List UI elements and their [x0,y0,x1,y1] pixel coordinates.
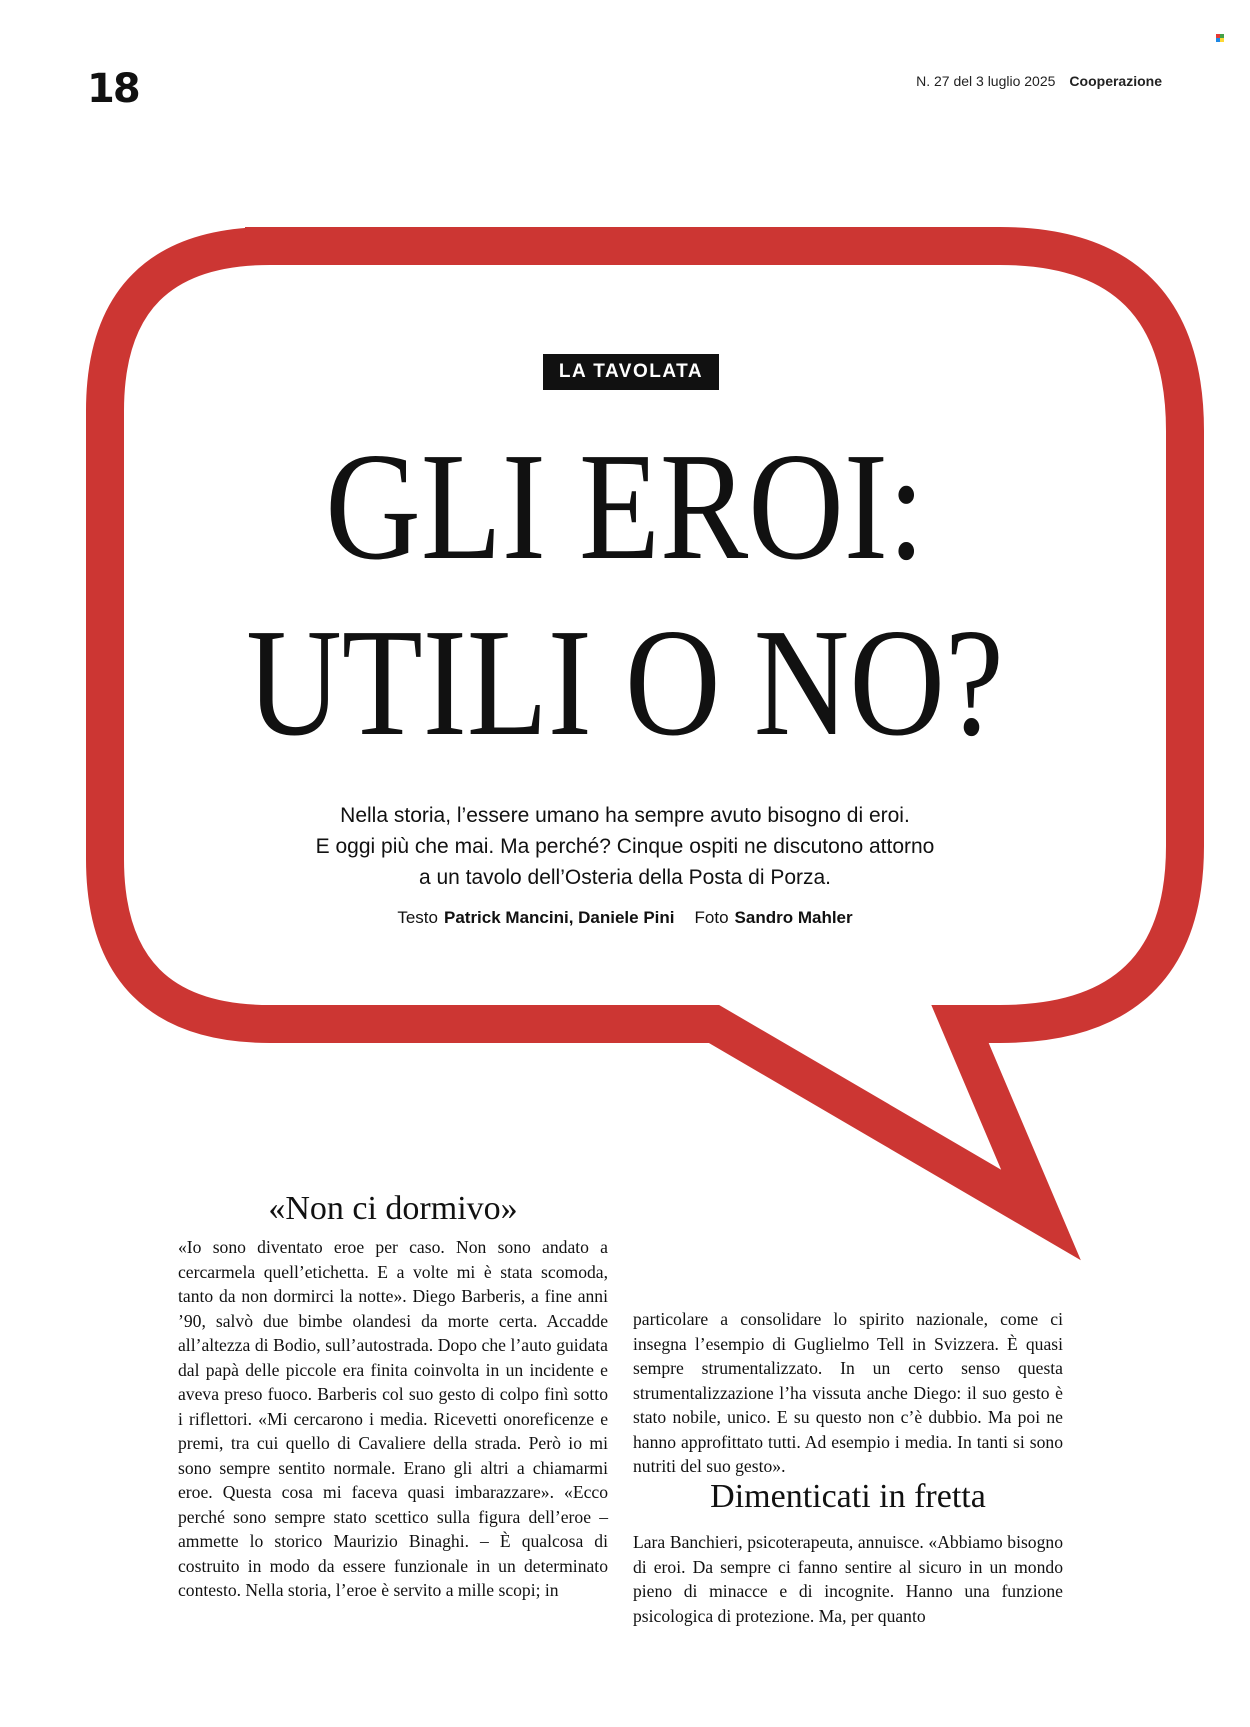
article-column-right [633,1307,1063,1479]
photo-author: Sandro Mahler [734,908,853,927]
text-authors: Patrick Mancini, Daniele Pini [443,908,675,927]
article-paragraph: particolare a consolidare lo spirito nazionale, come ci insegna l’esempio di Guglielmo Tell in Svizzera. È quasi sempre strumentalizzato. In un certo senso questa strumentalizzazione l’ha vissuta anche Diego: il suo gesto è stato nobile, unico. E su questo non c’è dubbio. Ma poi ne hanno approfittato tutti. Ad esempio i media. In tanti si sono nutriti del suo gesto». [633,1309,1063,1476]
photo-credit-label: Foto [694,908,729,927]
standfirst-line: E oggi più che mai. Ma perché? Cinque ospiti ne discutono attorno [315,835,935,858]
article-paragraph: «Io sono diventato eroe per caso. Non sono andato a cercarmela quell’etichetta. E a volte mi è stata scomoda, tanto da non dormirci la notte». Diego Barberis, a fine anni ’90, salvò due bimbe olandesi da morte certa. Accadde all’altezza di Bodio, sull’autostrada. Dopo che l’auto guidata dal papà delle piccole era finita coinvolta in un incidente e aveva preso fuoco. Barberis col suo gesto di colpo finì sotto i riflettori. «Mi cercarono i media. Ricevetti onoreficenze e premi, tra cui quello di Cavaliere della strada. Però io mi sono sempre sentito normale. Erano gli altri a chiamarmi eroe. Questa cosa mi faceva quasi imbarazzare». «Ecco perché sono sempre stato scettico sulla figura dell’eroe – ammette lo storico Maurizio Binaghi. – È qualcosa di costruito in modo da essere funzionale in un determinato contesto. Nella storia, l’eroe è servito a mille scopi; in [178,1237,608,1600]
article-column-left [178,1235,608,1603]
text-credit-label: Testo [397,908,438,927]
standfirst [225,800,1025,893]
byline [225,908,1025,928]
standfirst-line: a un tavolo dell’Osteria della Posta di Porza. [418,866,832,889]
section-tag: LA TAVOLATA [543,354,719,390]
standfirst-line: Nella storia, l’essere umano ha sempre avuto bisogno di eroi. [340,804,910,827]
magazine-name: Cooperazione [1069,73,1162,89]
headline-line-1: GLI EROI: [325,422,925,592]
page-number: 18 [87,66,139,112]
issue-date: N. 27 del 3 luglio 2025 [916,73,1056,89]
article-paragraph: Lara Banchieri, psicoterapeuta, annuisce. «Abbiamo bisogno di eroi. Da sempre ci fanno sentire al sicuro in un mondo pieno di minacce e di incognite. Hanno una funzione psicologica di protezione. Ma, per quanto [633,1532,1063,1626]
subhead-non-ci-dormivo: «Non ci dormivo» [268,1190,518,1227]
subhead-dimenticati-in-fretta: Dimenticati in fretta [710,1478,986,1515]
article-column-right-continued [633,1530,1063,1628]
headline-line-2: UTILI O NO? [246,598,1004,768]
